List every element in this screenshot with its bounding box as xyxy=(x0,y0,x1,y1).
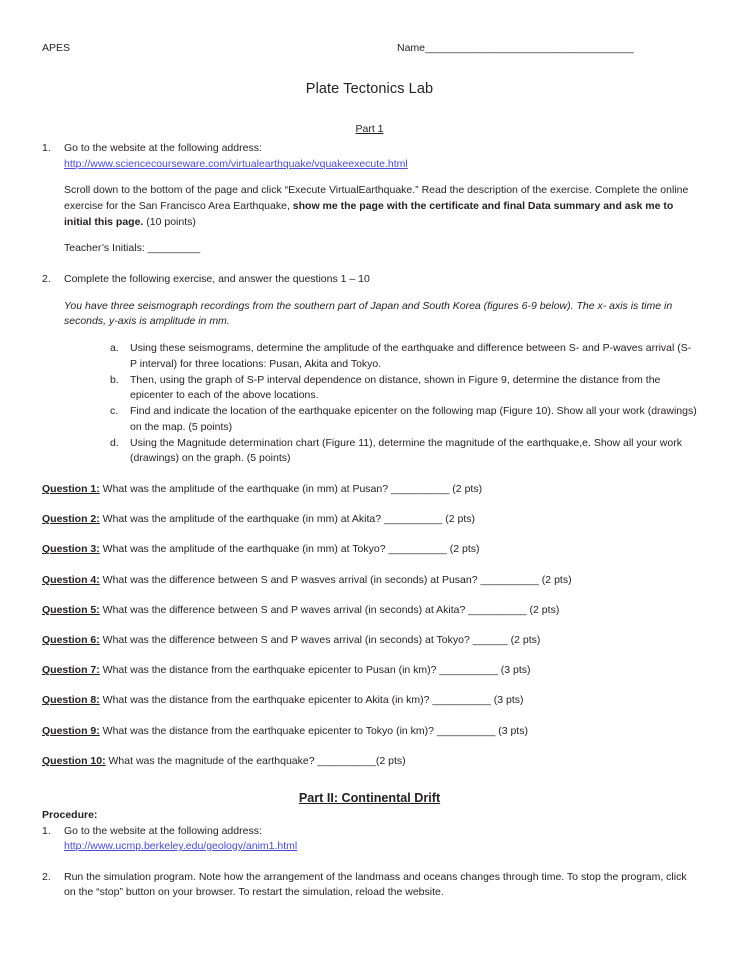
question-10[interactable] xyxy=(42,754,697,769)
part1-substep-b-text: Then, using the graph of S-P interval dependence on distance, shown in Figure 9, determine the distance from the epicenter to each of the above locations. xyxy=(130,373,661,402)
part2-step-1-text: Go to the website at the following address: xyxy=(64,824,262,837)
question-4-label: Question 4: xyxy=(42,573,100,586)
part1-step-2 xyxy=(42,272,697,288)
header-row xyxy=(42,42,697,54)
question-1-text: What was the amplitude of the earthquake (in mm) at Pusan? __________ (2 pts) xyxy=(99,483,483,496)
list-marker: 1. xyxy=(42,142,51,154)
question-1-label: Question 1: xyxy=(42,483,100,496)
part1-substep-c-text: Find and indicate the location of the earthquake epicenter on the following map (Figure 10). Show all your work (drawings) on the map. (5 points) xyxy=(130,405,697,433)
question-7-text: What was the distance from the earthquake epicenter to Pusan (in km)? __________ (3 pts) xyxy=(99,664,531,677)
part2-step-1 xyxy=(42,824,697,855)
spacer xyxy=(42,172,697,183)
seismograph-intro-paragraph: You have three seismograph recordings from the southern part of Japan and South Korea (figures 6-9 below). The x- axis is time in seconds, y-axis is amplitude in mm. xyxy=(64,299,673,328)
spacer xyxy=(42,784,697,791)
question-9[interactable] xyxy=(42,724,697,739)
question-5-text: What was the difference between S and P waves arrival (in seconds) at Akita? __________ (2 pts) xyxy=(99,603,560,616)
part1-substep-a-text: Using these seismograms, determine the amplitude of the earthquake and difference between S- and P-waves arrival (S-P interval) for three locations: Pusan, Akita and Tokyo. xyxy=(130,342,692,370)
question-2[interactable] xyxy=(42,512,697,527)
part2-step-2-text: Run the simulation program. Note how the arrangement of the landmass and oceans changes through time. To stop the program, click on the “stop” button on your browser. To restart the simulation, reload the website. xyxy=(64,870,687,899)
spacer xyxy=(42,855,697,870)
question-5[interactable] xyxy=(42,603,697,618)
question-7-label: Question 7: xyxy=(42,664,100,677)
spacer xyxy=(42,467,697,482)
question-2-label: Question 2: xyxy=(42,513,100,526)
part1-step-1 xyxy=(42,141,697,172)
ucmp-link-wrap xyxy=(64,839,697,855)
name-label: Name xyxy=(397,42,426,54)
part2-heading xyxy=(42,791,697,805)
list-marker: a. xyxy=(110,342,119,355)
part1-substeps xyxy=(110,341,697,467)
vquake-link[interactable]: http://www.sciencecourseware.com/virtualearthquake/vquakeexecute.html xyxy=(64,157,408,170)
question-10-text: What was the magnitude of the earthquake? __________(2 pts) xyxy=(105,754,406,767)
body-text-1: Scroll down to the bottom of the page and click “Execute VirtualEarthquake.” Read the description of the exercise. Complete the online exercise for the San Francisco Area Earthquake, xyxy=(64,184,689,212)
spacer xyxy=(42,230,697,241)
spacer xyxy=(42,257,697,272)
question-9-text: What was the distance from the earthquake epicenter to Tokyo (in km)? __________ (3 pts) xyxy=(99,724,528,737)
name-blank-line: _______________________________________ xyxy=(425,42,634,54)
part1-step-1-body xyxy=(64,183,697,230)
question-9-label: Question 9: xyxy=(42,724,100,737)
question-5-label: Question 5: xyxy=(42,603,100,616)
question-1[interactable] xyxy=(42,482,697,497)
name-field-label xyxy=(397,42,633,54)
part1-heading-text: Part 1 xyxy=(355,123,384,135)
spacer xyxy=(42,330,697,341)
question-8-label: Question 8: xyxy=(42,694,100,707)
question-3[interactable] xyxy=(42,542,697,557)
list-marker: b. xyxy=(110,373,119,386)
part2-heading-text: Part II: Continental Drift xyxy=(298,790,441,805)
part1-substep-c xyxy=(110,404,697,436)
question-7[interactable] xyxy=(42,663,697,678)
list-marker: 2. xyxy=(42,273,51,286)
question-2-text: What was the amplitude of the earthquake (in mm) at Akita? __________ (2 pts) xyxy=(99,513,476,526)
part1-substep-d-text: Using the Magnitude determination chart (Figure 11), determine the magnitude of the earthquake,e. Show all your work (drawings) on the graph. (5 points) xyxy=(130,436,682,465)
teacher-initials-line[interactable]: Teacher’s Initials: _________ xyxy=(64,242,201,255)
part1-substep-a xyxy=(110,341,697,373)
question-8-text: What was the distance from the earthquake epicenter to Akita (in km)? __________ (3 pts) xyxy=(99,694,524,707)
question-3-label: Question 3: xyxy=(42,543,100,556)
question-8[interactable] xyxy=(42,693,697,708)
part1-substep-b xyxy=(110,373,697,405)
list-marker: 1. xyxy=(42,824,51,837)
question-10-label: Question 10: xyxy=(42,754,106,767)
part1-step-1-text: Go to the website at the following address: xyxy=(64,142,262,154)
part1-substep-d xyxy=(110,436,697,468)
part1-step-2-text: Complete the following exercise, and answer the questions 1 – 10 xyxy=(64,273,370,286)
question-6[interactable] xyxy=(42,633,697,648)
body-text-bold: show me the page with the certificate and final Data summary and ask me to initial this page. xyxy=(64,199,674,228)
question-3-text: What was the amplitude of the earthquake (in mm) at Tokyo? __________ (2 pts) xyxy=(99,543,480,556)
spacer xyxy=(42,288,697,299)
procedure-label: Procedure: xyxy=(42,808,98,821)
ucmp-link[interactable]: http://www.ucmp.berkeley.edu/geology/anim1.html xyxy=(64,840,298,853)
part2-step-2 xyxy=(42,870,697,901)
question-4[interactable] xyxy=(42,573,697,588)
document-body xyxy=(42,42,697,901)
body-text-2: (10 points) xyxy=(143,215,196,228)
course-label: APES xyxy=(42,42,71,54)
question-4-text: What was the difference between S and P wasves arrival (in seconds) at Pusan? __________ (2 pts) xyxy=(99,573,572,586)
questions-list xyxy=(42,482,697,768)
question-6-text: What was the difference between S and P waves arrival (in seconds) at Tokyo? ______ (2 pts) xyxy=(99,634,541,647)
page-title: Plate Tectonics Lab xyxy=(305,81,434,97)
vquake-link-wrap xyxy=(64,157,697,173)
list-marker: d. xyxy=(110,436,119,449)
list-marker: 2. xyxy=(42,870,51,883)
question-6-label: Question 6: xyxy=(42,634,100,647)
part1-heading xyxy=(42,123,697,135)
list-marker: c. xyxy=(110,405,119,418)
